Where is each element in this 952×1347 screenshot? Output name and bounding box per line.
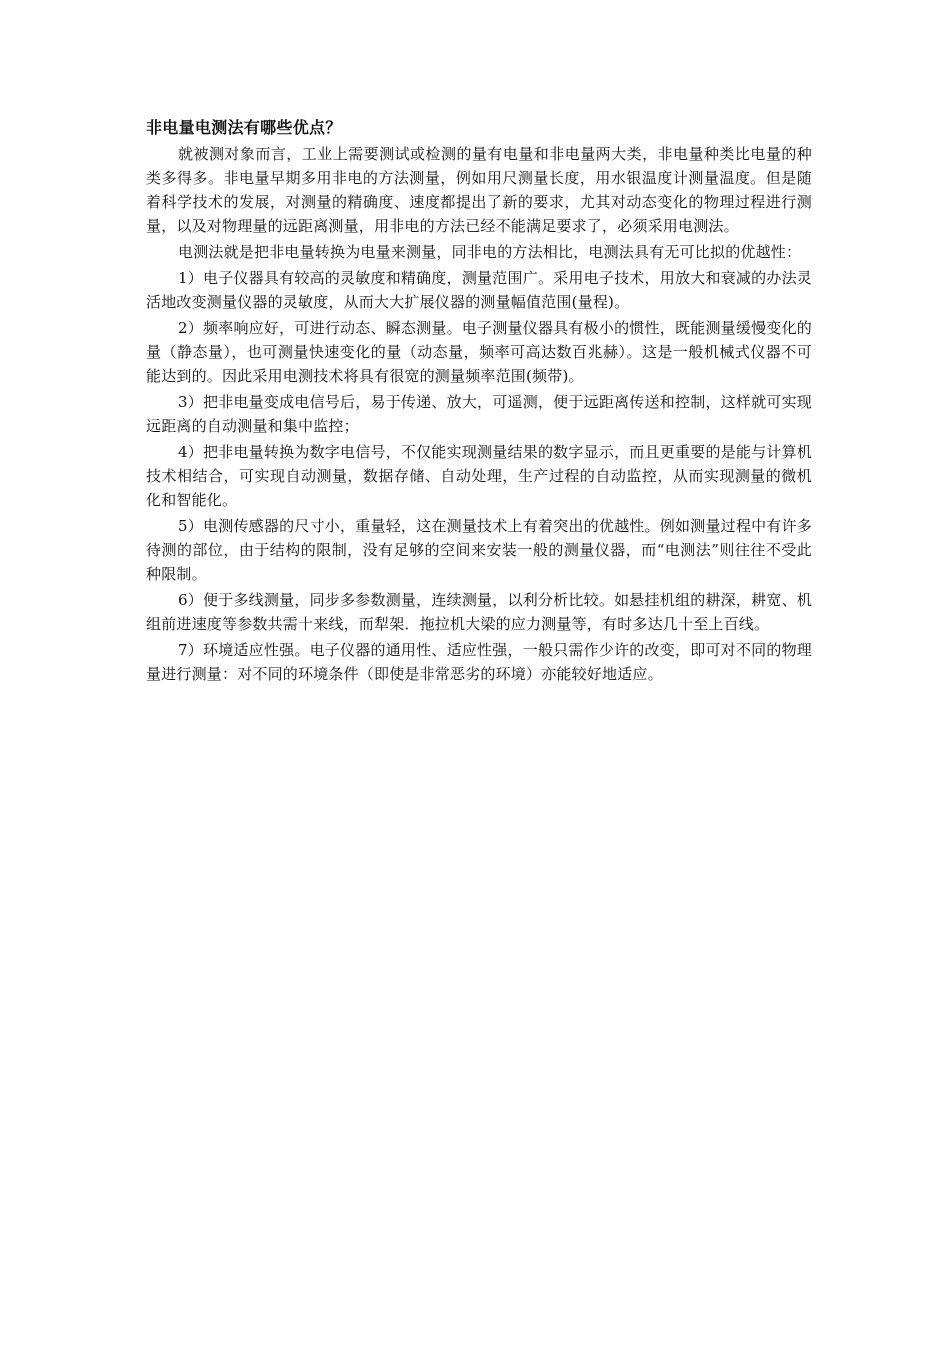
paragraph-advantage-2: 2）频率响应好，可进行动态、瞬态测量。电子测量仪器具有极小的惯性，既能测量缓慢变化的量（静态量），也可测量快速变化的量（动态量，频率可高达数百兆赫）。这是一般机械式仪器不可能达到的。因此采用电测技术将具有很宽的测量频率范围(频带)。 [146,319,812,385]
paragraph-advantage-4: 4）把非电量转换为数字电信号，不仅能实现测量结果的数字显示，而且更重要的是能与计算机技术相结合，可实现自动测量，数据存储、自动处理，生产过程的自动监控，从而实现测量的微机化和智能化。 [146,443,812,509]
paragraph-advantage-7: 7）环境适应性强。电子仪器的通用性、适应性强，一般只需作少许的改变，即可对不同的物理量进行测量：对不同的环境条件（即使是非常恶劣的环境）亦能较好地适应。 [146,641,812,683]
paragraph-advantage-3: 3）把非电量变成电信号后，易于传递、放大，可遥测，便于远距离传送和控制，这样就可实现远距离的自动测量和集中监控； [146,393,812,435]
paragraph-advantages-lead: 电测法就是把非电量转换为电量来测量，同非电的方法相比，电测法具有无可比拟的优越性： [178,243,802,261]
document-page [146,116,812,688]
paragraph-advantage-6: 6）便于多线测量，同步多参数测量，连续测量，以利分析比较。如悬挂机组的耕深，耕宽、机组前进速度等参数共需十来线，而犁架．拖拉机大梁的应力测量等，有时多达几十至上百线。 [146,591,812,633]
paragraph-advantage-1: 1）电子仪器具有较高的灵敏度和精确度，测量范围广。采用电子技术，用放大和衰减的办法灵活地改变测量仪器的灵敏度，从而大大扩展仪器的测量幅值范围(量程)。 [146,269,812,311]
paragraph-advantage-5: 5）电测传感器的尺寸小，重量轻，这在测量技术上有着突出的优越性。例如测量过程中有许多待测的部位，由于结构的限制，没有足够的空间来安装一般的测量仪器，而“电测法”则往往不受此种限制。 [146,517,812,583]
paragraph-intro: 就被测对象而言，工业上需要测试或检测的量有电量和非电量两大类，非电量种类比电量的种类多得多。非电量早期多用非电的方法测量，例如用尺测量长度，用水银温度计测量温度。但是随着科学技术的发展，对测量的精确度、速度都提出了新的要求，尤其对动态变化的物理过程进行测量，以及对物理量的远距离测量，用非电的方法已经不能满足要求了，必须采用电测法。 [146,145,812,235]
document-title: 非电量电测法有哪些优点？ [146,118,342,137]
